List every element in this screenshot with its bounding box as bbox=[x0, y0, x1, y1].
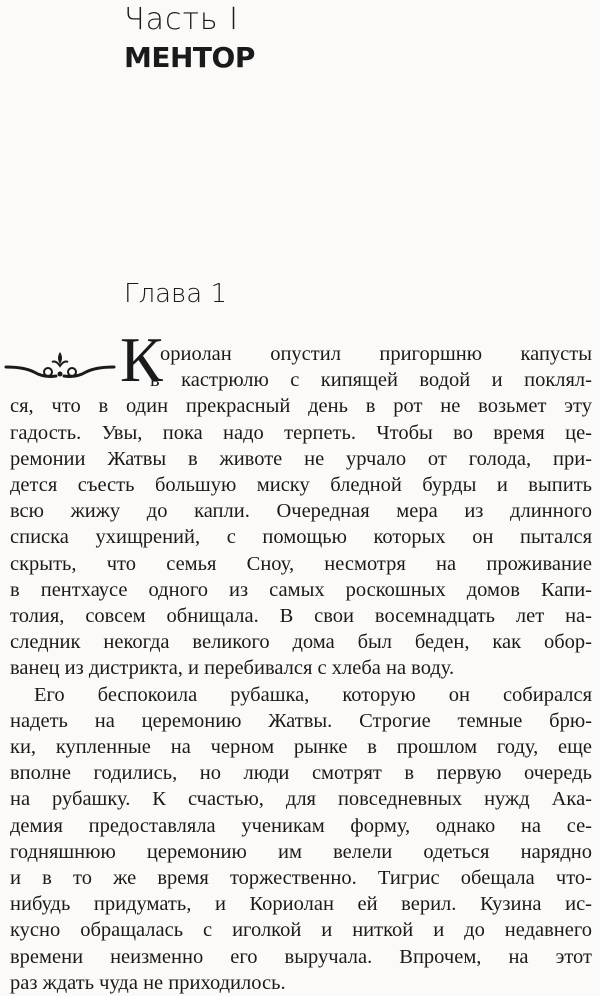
text-line: вполне годились, но люди смотрят в первую очередь bbox=[10, 762, 592, 785]
text-line: ки, купленные на черном рынке в прошлом году, еще bbox=[10, 736, 592, 758]
dropcap-letter: К bbox=[120, 324, 163, 395]
text-line: ориолан опустил пригоршню капусты bbox=[160, 343, 592, 365]
text-line: ся, что в один прекрасный день в рот не возьмет эту bbox=[10, 395, 592, 418]
text-line: демия предоставляла ученикам форму, однако на се- bbox=[10, 814, 592, 837]
text-line: в пентхаусе одного из самых роскошных домов Капи- bbox=[10, 578, 592, 601]
text-line: ремонии Жатвы в животе не урчало от голода, при- bbox=[10, 447, 592, 470]
text-line: и в то же время торжественно. Тигрис обещала что- bbox=[10, 867, 592, 889]
text-line: гадость. Увы, пока надо терпеть. Чтобы во время це- bbox=[10, 421, 592, 444]
part-title: МЕНТОР bbox=[124, 41, 255, 74]
text-line: дется съесть большую миску бледной бурды и выпить bbox=[10, 474, 592, 496]
text-line: толия, совсем обнищала. В свои восемнадцать лет на- bbox=[10, 605, 592, 627]
chapter-title: Глава 1 bbox=[124, 279, 228, 309]
text-line: надеть на церемонию Жатвы. Строгие темные брю- bbox=[10, 709, 592, 732]
text-line: следник некогда великого дома был беден, как обор- bbox=[10, 631, 592, 654]
text-line: Его беспокоила рубашка, которую он собирался bbox=[34, 683, 592, 706]
text-line: в кастрюлю с кипящей водой и поклял- bbox=[150, 369, 592, 392]
text-line: списка ухищрений, с помощью которых он пытался bbox=[10, 526, 592, 549]
text-line: времени неизменно его выручала. Впрочем, на этот bbox=[10, 945, 592, 968]
chapter-ornament-icon bbox=[4, 348, 116, 384]
part-label: Часть I bbox=[124, 2, 239, 37]
text-line: скрыть, что семья Сноу, несмотря на проживание bbox=[10, 552, 592, 575]
text-line: раз ждать чуда не приходилось. bbox=[10, 971, 286, 994]
text-line: всю жижу до капли. Очередная мера из длинного bbox=[10, 500, 592, 523]
text-line: ванец из дистрикта, и перебивался с хлеба на воду. bbox=[10, 657, 455, 680]
text-line: нибудь придумать, и Кориолан ей верил. Кузина ис- bbox=[10, 893, 592, 916]
text-line: кусно обращалась с иголкой и ниткой и до недавнего bbox=[10, 919, 592, 942]
text-line: на рубашку. К счастью, для повседневных нужд Ака- bbox=[10, 788, 592, 811]
text-line: годняшнюю церемонию им велели одеться нарядно bbox=[10, 840, 592, 863]
